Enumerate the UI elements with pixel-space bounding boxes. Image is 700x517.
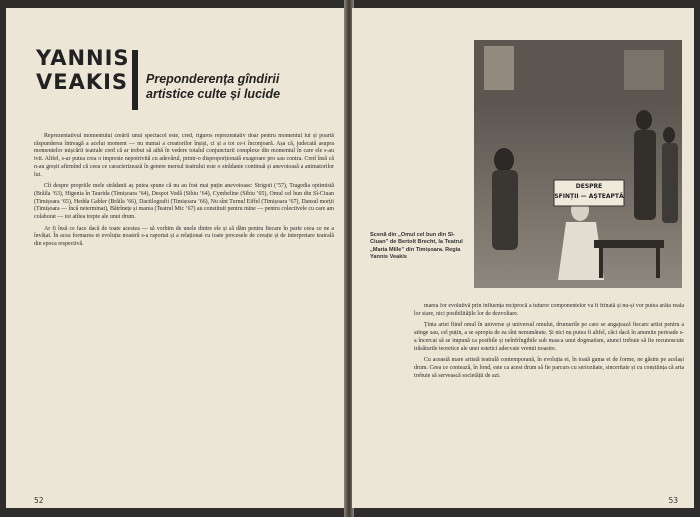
article-title-line-1: Preponderența gîndirii [146, 72, 280, 86]
article-author [36, 46, 130, 94]
paragraph: Cît despre propriile mele strădanii aș putea spune că nu au fost mai puțin anevoioase: Strigoii (’57), Tragedia optimistă (Brăila ’63), Higenia în Taurida (Timișoara ’64), Despot Vodă (Sibiu ’64), Cymbeline (Sibiu ’65), Omul cel bun din Sî-Ciuan (Timișoara ’65), Hedda Gabler (Brăila ’66), Dactilografii (Timișoara ’66), Nu sînt Turnul Eiffel (Timișoara ’67), Dansul morții (Timișoara — încă neterminat), Bătrînețe și marea (Teatrul Mic ’67) au constituit pentru mine — pentru colectivele cu care am colaborat — tot atîtea trepte ale unui drum. [34, 183, 334, 221]
author-last-name: VEAKIS [36, 70, 129, 94]
photo-sign [554, 182, 624, 202]
paragraph: marea for evolutivă prin influența reciprocă a tuturor componentelor va fi frînată și nu-și vor putea arăta reala lor stare, nici posibilitățile lor de dezvoltare. [414, 303, 684, 317]
author-first-name: YANNIS [36, 46, 130, 70]
title-rule [132, 50, 138, 110]
photo-caption: Scenă din „Omul cel bun din Sî-Ciuan” de Bertolt Brecht, la Teatrul „Maria Mille” din Timișoara. Regia Yannis Veakis [370, 232, 463, 260]
article-title-line-2: artistice culte și lucide [146, 87, 281, 101]
stage-photo [474, 40, 682, 288]
photo-sign-line-1: DESPRE [575, 183, 603, 190]
right-page [352, 8, 694, 508]
stage-photo-illustration [474, 40, 682, 288]
paragraph: Reprezentativul momentului creării unui spectacol este, cred, riguros reprezentativ doar pentru momentul lui și poartă răspunderea întreagă a acelui moment — nu numai a creatorilor înșiși, ci și a tot ce-i înconjoară. Așa că, judecată asupra momentelor mișcării teatrale cred că ar trebui să aibă în vedere totalul conjuncturii complexe din momentul în care ele s-au ivit. Altfel, s-ar putea crea o impresie nepotrivită cu adevărul, printr-o disproporționată exagerare pro sau contra. Cred însă că n-au greșit afirmînd că ceea ce caracterizează în genere mersul teatrului este o strădanie continuă și anevoioasă a animatorilor lui. [34, 133, 334, 178]
paragraph: Cu această mare artistă teatrală contemporană, în evoluția ei, în toată gama ei de forme, ne găsim pe același drum. Ceea ce contează, în fond, este ca acest drum să fie parcurs cu seriozitate, sinceritate și cu conștiința că arta trebuie să servească societății de azi. [414, 357, 684, 379]
article-title [146, 72, 280, 102]
photo-sign-line-2: SFINȚII — AȘTEAPTĂ [554, 193, 624, 200]
left-body-text [34, 133, 334, 508]
paragraph: Ținta artei fiind omul în universe și universul omului, drumurile pe care se angajează fiecare artist pentru a atinge sau, cel puțin, a se apropia de ea sînt nenumărate. Și nici nu putea fi altfel, căci dacă în anumite perioade s-a încercat să se impună ca posibile și neînfrîngibile sub masca unui dogmatism, atunci trebuie să fie recunoscute trăsăturile teoretice ale unei estetici adecvate vremii noastre. [414, 322, 684, 352]
page-number-right: 53 [668, 496, 678, 505]
paragraph: Ar fi însă ce face dacă de toate acestea — să vorbim de unele dintre ele și să dăm pentru fiecare în parte ceea ce ne a învățat. În acea formarea ei evoluția noastră s-a raportat și a relaționat cu toate procesele de creație și de interpretare teatrală din epoca respectivă. [34, 225, 334, 248]
page-number-left: 52 [34, 496, 44, 505]
left-page [6, 8, 346, 508]
right-body-text [414, 303, 684, 503]
